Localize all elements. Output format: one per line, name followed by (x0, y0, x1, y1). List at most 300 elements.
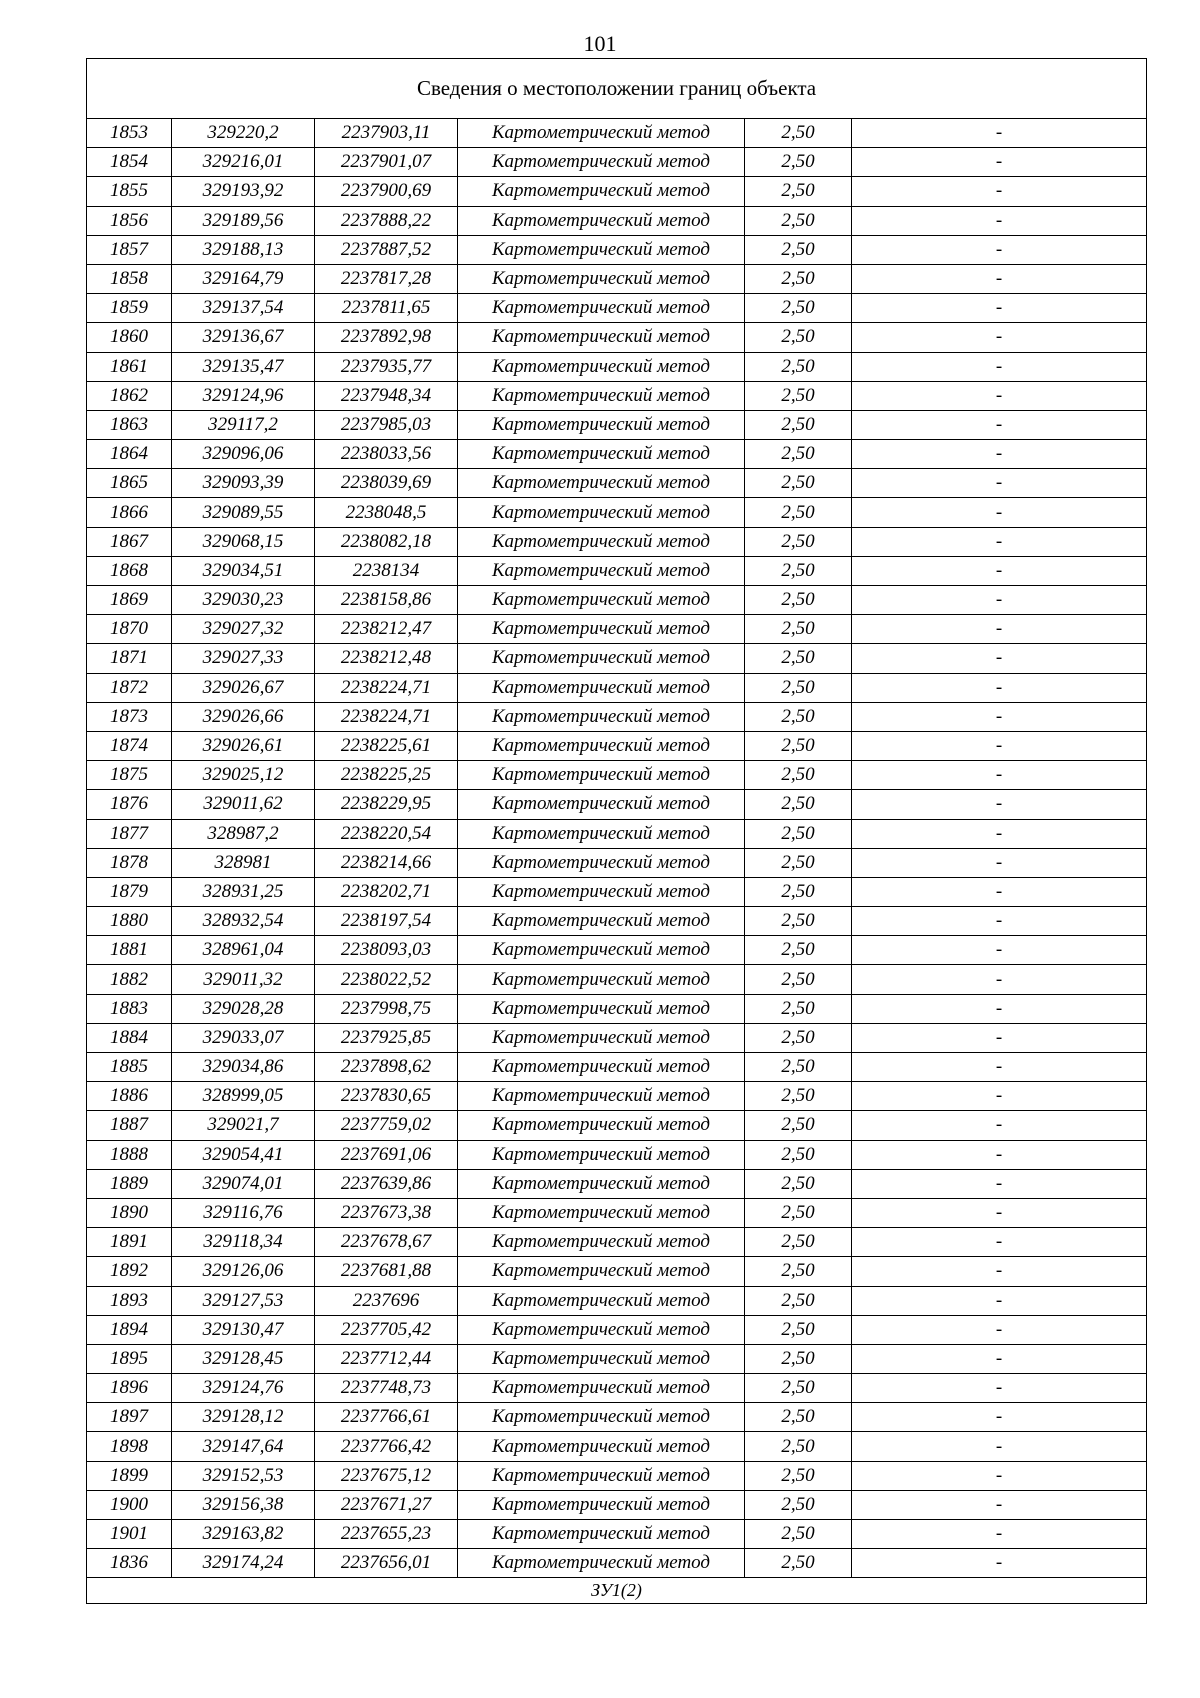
y-coordinate-cell: 2238039,69 (315, 469, 458, 498)
method-cell: Картометрический метод (458, 206, 745, 235)
x-coordinate-cell: 329147,64 (172, 1432, 315, 1461)
accuracy-cell: 2,50 (745, 586, 852, 615)
table-body (87, 119, 1147, 1578)
y-coordinate-cell: 2237925,85 (315, 1023, 458, 1052)
point-number-cell: 1862 (87, 381, 172, 410)
method-cell: Картометрический метод (458, 1520, 745, 1549)
table-row (87, 264, 1147, 293)
table-row (87, 1286, 1147, 1315)
y-coordinate-cell: 2238225,61 (315, 731, 458, 760)
point-number-cell: 1886 (87, 1082, 172, 1111)
table-row (87, 1549, 1147, 1578)
table-row (87, 731, 1147, 760)
x-coordinate-cell: 329128,45 (172, 1344, 315, 1373)
point-number-cell: 1880 (87, 907, 172, 936)
method-cell: Картометрический метод (458, 294, 745, 323)
method-cell: Картометрический метод (458, 264, 745, 293)
accuracy-cell: 2,50 (745, 761, 852, 790)
point-number-cell: 1836 (87, 1549, 172, 1578)
method-cell: Картометрический метод (458, 556, 745, 585)
accuracy-cell: 2,50 (745, 1490, 852, 1519)
accuracy-cell: 2,50 (745, 644, 852, 673)
table-row (87, 469, 1147, 498)
x-coordinate-cell: 329025,12 (172, 761, 315, 790)
description-cell: - (852, 1344, 1147, 1373)
y-coordinate-cell: 2237985,03 (315, 410, 458, 439)
description-cell: - (852, 1315, 1147, 1344)
y-coordinate-cell: 2237655,23 (315, 1520, 458, 1549)
y-coordinate-cell: 2238022,52 (315, 965, 458, 994)
accuracy-cell: 2,50 (745, 206, 852, 235)
x-coordinate-cell: 329021,7 (172, 1111, 315, 1140)
accuracy-cell: 2,50 (745, 381, 852, 410)
accuracy-cell: 2,50 (745, 1257, 852, 1286)
description-cell: - (852, 644, 1147, 673)
y-coordinate-cell: 2237903,11 (315, 119, 458, 148)
description-cell: - (852, 1053, 1147, 1082)
description-cell: - (852, 527, 1147, 556)
description-cell: - (852, 119, 1147, 148)
x-coordinate-cell: 329124,96 (172, 381, 315, 410)
table-row (87, 1169, 1147, 1198)
x-coordinate-cell: 329163,82 (172, 1520, 315, 1549)
point-number-cell: 1901 (87, 1520, 172, 1549)
description-cell: - (852, 994, 1147, 1023)
x-coordinate-cell: 328987,2 (172, 819, 315, 848)
point-number-cell: 1896 (87, 1374, 172, 1403)
table-row (87, 819, 1147, 848)
description-cell: - (852, 1490, 1147, 1519)
y-coordinate-cell: 2238229,95 (315, 790, 458, 819)
y-coordinate-cell: 2237696 (315, 1286, 458, 1315)
table-row (87, 965, 1147, 994)
table-row (87, 1140, 1147, 1169)
method-cell: Картометрический метод (458, 1023, 745, 1052)
accuracy-cell: 2,50 (745, 352, 852, 381)
y-coordinate-cell: 2238224,71 (315, 673, 458, 702)
method-cell: Картометрический метод (458, 381, 745, 410)
point-number-cell: 1900 (87, 1490, 172, 1519)
method-cell: Картометрический метод (458, 615, 745, 644)
description-cell: - (852, 1403, 1147, 1432)
description-cell: - (852, 702, 1147, 731)
accuracy-cell: 2,50 (745, 907, 852, 936)
description-cell: - (852, 1228, 1147, 1257)
x-coordinate-cell: 329034,51 (172, 556, 315, 585)
point-number-cell: 1889 (87, 1169, 172, 1198)
x-coordinate-cell: 329026,67 (172, 673, 315, 702)
y-coordinate-cell: 2238224,71 (315, 702, 458, 731)
method-cell: Картометрический метод (458, 1403, 745, 1432)
table-row (87, 323, 1147, 352)
method-cell: Картометрический метод (458, 235, 745, 264)
description-cell: - (852, 1198, 1147, 1227)
accuracy-cell: 2,50 (745, 527, 852, 556)
x-coordinate-cell: 329068,15 (172, 527, 315, 556)
point-number-cell: 1866 (87, 498, 172, 527)
x-coordinate-cell: 329089,55 (172, 498, 315, 527)
accuracy-cell: 2,50 (745, 556, 852, 585)
y-coordinate-cell: 2237892,98 (315, 323, 458, 352)
y-coordinate-cell: 2237681,88 (315, 1257, 458, 1286)
y-coordinate-cell: 2237678,67 (315, 1228, 458, 1257)
method-cell: Картометрический метод (458, 177, 745, 206)
description-cell: - (852, 1023, 1147, 1052)
accuracy-cell: 2,50 (745, 264, 852, 293)
y-coordinate-cell: 2237766,61 (315, 1403, 458, 1432)
y-coordinate-cell: 2237712,44 (315, 1344, 458, 1373)
accuracy-cell: 2,50 (745, 1198, 852, 1227)
description-cell: - (852, 819, 1147, 848)
point-number-cell: 1877 (87, 819, 172, 848)
point-number-cell: 1878 (87, 848, 172, 877)
y-coordinate-cell: 2237675,12 (315, 1461, 458, 1490)
y-coordinate-cell: 2237900,69 (315, 177, 458, 206)
x-coordinate-cell: 329127,53 (172, 1286, 315, 1315)
accuracy-cell: 2,50 (745, 1023, 852, 1052)
x-coordinate-cell: 328932,54 (172, 907, 315, 936)
table-row (87, 1082, 1147, 1111)
description-cell: - (852, 206, 1147, 235)
x-coordinate-cell: 329189,56 (172, 206, 315, 235)
point-number-cell: 1857 (87, 235, 172, 264)
method-cell: Картометрический метод (458, 877, 745, 906)
x-coordinate-cell: 329164,79 (172, 264, 315, 293)
description-cell: - (852, 1082, 1147, 1111)
y-coordinate-cell: 2238212,48 (315, 644, 458, 673)
description-cell: - (852, 294, 1147, 323)
description-cell: - (852, 731, 1147, 760)
y-coordinate-cell: 2238225,25 (315, 761, 458, 790)
x-coordinate-cell: 329156,38 (172, 1490, 315, 1519)
y-coordinate-cell: 2237811,65 (315, 294, 458, 323)
method-cell: Картометрический метод (458, 1549, 745, 1578)
method-cell: Картометрический метод (458, 1198, 745, 1227)
description-cell: - (852, 615, 1147, 644)
description-cell: - (852, 1111, 1147, 1140)
accuracy-cell: 2,50 (745, 1053, 852, 1082)
y-coordinate-cell: 2237759,02 (315, 1111, 458, 1140)
table-row (87, 673, 1147, 702)
method-cell: Картометрический метод (458, 644, 745, 673)
x-coordinate-cell: 329034,86 (172, 1053, 315, 1082)
accuracy-cell: 2,50 (745, 1403, 852, 1432)
description-cell: - (852, 790, 1147, 819)
method-cell: Картометрический метод (458, 498, 745, 527)
y-coordinate-cell: 2237898,62 (315, 1053, 458, 1082)
x-coordinate-cell: 329011,62 (172, 790, 315, 819)
x-coordinate-cell: 328999,05 (172, 1082, 315, 1111)
point-number-cell: 1894 (87, 1315, 172, 1344)
point-number-cell: 1864 (87, 440, 172, 469)
x-coordinate-cell: 329220,2 (172, 119, 315, 148)
method-cell: Картометрический метод (458, 1490, 745, 1519)
description-cell: - (852, 1520, 1147, 1549)
method-cell: Картометрический метод (458, 1053, 745, 1082)
point-number-cell: 1860 (87, 323, 172, 352)
point-number-cell: 1884 (87, 1023, 172, 1052)
x-coordinate-cell: 329135,47 (172, 352, 315, 381)
y-coordinate-cell: 2237673,38 (315, 1198, 458, 1227)
accuracy-cell: 2,50 (745, 1520, 852, 1549)
description-cell: - (852, 907, 1147, 936)
point-number-cell: 1863 (87, 410, 172, 439)
x-coordinate-cell: 329026,61 (172, 731, 315, 760)
x-coordinate-cell: 329174,24 (172, 1549, 315, 1578)
table-row (87, 1374, 1147, 1403)
table-row (87, 702, 1147, 731)
point-number-cell: 1899 (87, 1461, 172, 1490)
y-coordinate-cell: 2237817,28 (315, 264, 458, 293)
method-cell: Картометрический метод (458, 907, 745, 936)
description-cell: - (852, 1461, 1147, 1490)
page-number: 101 (583, 31, 617, 56)
method-cell: Картометрический метод (458, 1111, 745, 1140)
x-coordinate-cell: 329011,32 (172, 965, 315, 994)
y-coordinate-cell: 2238082,18 (315, 527, 458, 556)
point-number-cell: 1887 (87, 1111, 172, 1140)
y-coordinate-cell: 2237830,65 (315, 1082, 458, 1111)
accuracy-cell: 2,50 (745, 498, 852, 527)
table-row (87, 1344, 1147, 1373)
point-number-cell: 1891 (87, 1228, 172, 1257)
description-cell: - (852, 877, 1147, 906)
point-number-cell: 1888 (87, 1140, 172, 1169)
method-cell: Картометрический метод (458, 148, 745, 177)
x-coordinate-cell: 329028,28 (172, 994, 315, 1023)
method-cell: Картометрический метод (458, 673, 745, 702)
point-number-cell: 1858 (87, 264, 172, 293)
table-row (87, 761, 1147, 790)
table-row (87, 440, 1147, 469)
accuracy-cell: 2,50 (745, 819, 852, 848)
accuracy-cell: 2,50 (745, 1082, 852, 1111)
y-coordinate-cell: 2237888,22 (315, 206, 458, 235)
description-cell: - (852, 586, 1147, 615)
method-cell: Картометрический метод (458, 936, 745, 965)
y-coordinate-cell: 2237671,27 (315, 1490, 458, 1519)
description-cell: - (852, 1432, 1147, 1461)
point-number-cell: 1893 (87, 1286, 172, 1315)
x-coordinate-cell: 329128,12 (172, 1403, 315, 1432)
y-coordinate-cell: 2237656,01 (315, 1549, 458, 1578)
description-cell: - (852, 1140, 1147, 1169)
y-coordinate-cell: 2238214,66 (315, 848, 458, 877)
accuracy-cell: 2,50 (745, 1169, 852, 1198)
y-coordinate-cell: 2238033,56 (315, 440, 458, 469)
point-number-cell: 1856 (87, 206, 172, 235)
method-cell: Картометрический метод (458, 1344, 745, 1373)
y-coordinate-cell: 2237998,75 (315, 994, 458, 1023)
method-cell: Картометрический метод (458, 119, 745, 148)
x-coordinate-cell: 329093,39 (172, 469, 315, 498)
y-coordinate-cell: 2238158,86 (315, 586, 458, 615)
description-cell: - (852, 410, 1147, 439)
table-row (87, 206, 1147, 235)
x-coordinate-cell: 329124,76 (172, 1374, 315, 1403)
table-footer-label: ЗУ1(2) (87, 1578, 1147, 1604)
table-row (87, 1432, 1147, 1461)
table-row (87, 1403, 1147, 1432)
y-coordinate-cell: 2238048,5 (315, 498, 458, 527)
point-number-cell: 1876 (87, 790, 172, 819)
accuracy-cell: 2,50 (745, 1286, 852, 1315)
x-coordinate-cell: 329117,2 (172, 410, 315, 439)
point-number-cell: 1871 (87, 644, 172, 673)
description-cell: - (852, 498, 1147, 527)
point-number-cell: 1875 (87, 761, 172, 790)
table-row (87, 1315, 1147, 1344)
table-row (87, 1111, 1147, 1140)
accuracy-cell: 2,50 (745, 235, 852, 264)
accuracy-cell: 2,50 (745, 1461, 852, 1490)
table-row (87, 498, 1147, 527)
table-row (87, 1198, 1147, 1227)
x-coordinate-cell: 329216,01 (172, 148, 315, 177)
accuracy-cell: 2,50 (745, 848, 852, 877)
y-coordinate-cell: 2237705,42 (315, 1315, 458, 1344)
y-coordinate-cell: 2238212,47 (315, 615, 458, 644)
x-coordinate-cell: 329027,33 (172, 644, 315, 673)
method-cell: Картометрический метод (458, 819, 745, 848)
method-cell: Картометрический метод (458, 352, 745, 381)
description-cell: - (852, 235, 1147, 264)
y-coordinate-cell: 2238220,54 (315, 819, 458, 848)
point-number-cell: 1869 (87, 586, 172, 615)
x-coordinate-cell: 329030,23 (172, 586, 315, 615)
description-cell: - (852, 1549, 1147, 1578)
point-number-cell: 1892 (87, 1257, 172, 1286)
table-row (87, 877, 1147, 906)
table-row (87, 177, 1147, 206)
description-cell: - (852, 1374, 1147, 1403)
table-row (87, 352, 1147, 381)
y-coordinate-cell: 2238197,54 (315, 907, 458, 936)
description-cell: - (852, 1169, 1147, 1198)
table-row (87, 907, 1147, 936)
point-number-cell: 1881 (87, 936, 172, 965)
y-coordinate-cell: 2237748,73 (315, 1374, 458, 1403)
accuracy-cell: 2,50 (745, 294, 852, 323)
description-cell: - (852, 469, 1147, 498)
accuracy-cell: 2,50 (745, 1140, 852, 1169)
accuracy-cell: 2,50 (745, 702, 852, 731)
accuracy-cell: 2,50 (745, 877, 852, 906)
table-row (87, 235, 1147, 264)
y-coordinate-cell: 2237639,86 (315, 1169, 458, 1198)
y-coordinate-cell: 2237766,42 (315, 1432, 458, 1461)
method-cell: Картометрический метод (458, 1228, 745, 1257)
table-row (87, 994, 1147, 1023)
point-number-cell: 1885 (87, 1053, 172, 1082)
method-cell: Картометрический метод (458, 1082, 745, 1111)
description-cell: - (852, 673, 1147, 702)
table-row (87, 294, 1147, 323)
accuracy-cell: 2,50 (745, 177, 852, 206)
accuracy-cell: 2,50 (745, 1344, 852, 1373)
point-number-cell: 1867 (87, 527, 172, 556)
method-cell: Картометрический метод (458, 731, 745, 760)
point-number-cell: 1874 (87, 731, 172, 760)
table-row (87, 615, 1147, 644)
point-number-cell: 1890 (87, 1198, 172, 1227)
x-coordinate-cell: 329054,41 (172, 1140, 315, 1169)
table-row (87, 1257, 1147, 1286)
accuracy-cell: 2,50 (745, 148, 852, 177)
description-cell: - (852, 352, 1147, 381)
point-number-cell: 1855 (87, 177, 172, 206)
x-coordinate-cell: 329152,53 (172, 1461, 315, 1490)
point-number-cell: 1853 (87, 119, 172, 148)
x-coordinate-cell: 329137,54 (172, 294, 315, 323)
x-coordinate-cell: 329096,06 (172, 440, 315, 469)
table-row (87, 1520, 1147, 1549)
method-cell: Картометрический метод (458, 1286, 745, 1315)
x-coordinate-cell: 328981 (172, 848, 315, 877)
method-cell: Картометрический метод (458, 410, 745, 439)
point-number-cell: 1865 (87, 469, 172, 498)
method-cell: Картометрический метод (458, 1257, 745, 1286)
table-footer-row (87, 1578, 1147, 1604)
method-cell: Картометрический метод (458, 586, 745, 615)
method-cell: Картометрический метод (458, 323, 745, 352)
table-row (87, 527, 1147, 556)
description-cell: - (852, 323, 1147, 352)
point-number-cell: 1859 (87, 294, 172, 323)
description-cell: - (852, 440, 1147, 469)
accuracy-cell: 2,50 (745, 673, 852, 702)
point-number-cell: 1870 (87, 615, 172, 644)
x-coordinate-cell: 329033,07 (172, 1023, 315, 1052)
method-cell: Картометрический метод (458, 1315, 745, 1344)
x-coordinate-cell: 328961,04 (172, 936, 315, 965)
point-number-cell: 1879 (87, 877, 172, 906)
x-coordinate-cell: 329188,13 (172, 235, 315, 264)
y-coordinate-cell: 2237901,07 (315, 148, 458, 177)
point-number-cell: 1872 (87, 673, 172, 702)
description-cell: - (852, 148, 1147, 177)
description-cell: - (852, 1286, 1147, 1315)
table-row (87, 848, 1147, 877)
table-row (87, 1228, 1147, 1257)
y-coordinate-cell: 2237887,52 (315, 235, 458, 264)
table-title: Сведения о местоположении границ объекта (87, 59, 1147, 119)
y-coordinate-cell: 2238202,71 (315, 877, 458, 906)
accuracy-cell: 2,50 (745, 1374, 852, 1403)
method-cell: Картометрический метод (458, 848, 745, 877)
table-row (87, 1023, 1147, 1052)
y-coordinate-cell: 2237948,34 (315, 381, 458, 410)
table-row (87, 1490, 1147, 1519)
x-coordinate-cell: 328931,25 (172, 877, 315, 906)
table-row (87, 936, 1147, 965)
method-cell: Картометрический метод (458, 790, 745, 819)
accuracy-cell: 2,50 (745, 1315, 852, 1344)
accuracy-cell: 2,50 (745, 1228, 852, 1257)
method-cell: Картометрический метод (458, 761, 745, 790)
y-coordinate-cell: 2237935,77 (315, 352, 458, 381)
y-coordinate-cell: 2238134 (315, 556, 458, 585)
boundary-table (86, 58, 1147, 1604)
table-row (87, 381, 1147, 410)
description-cell: - (852, 556, 1147, 585)
accuracy-cell: 2,50 (745, 469, 852, 498)
y-coordinate-cell: 2238093,03 (315, 936, 458, 965)
x-coordinate-cell: 329193,92 (172, 177, 315, 206)
point-number-cell: 1898 (87, 1432, 172, 1461)
accuracy-cell: 2,50 (745, 440, 852, 469)
table-row (87, 1461, 1147, 1490)
